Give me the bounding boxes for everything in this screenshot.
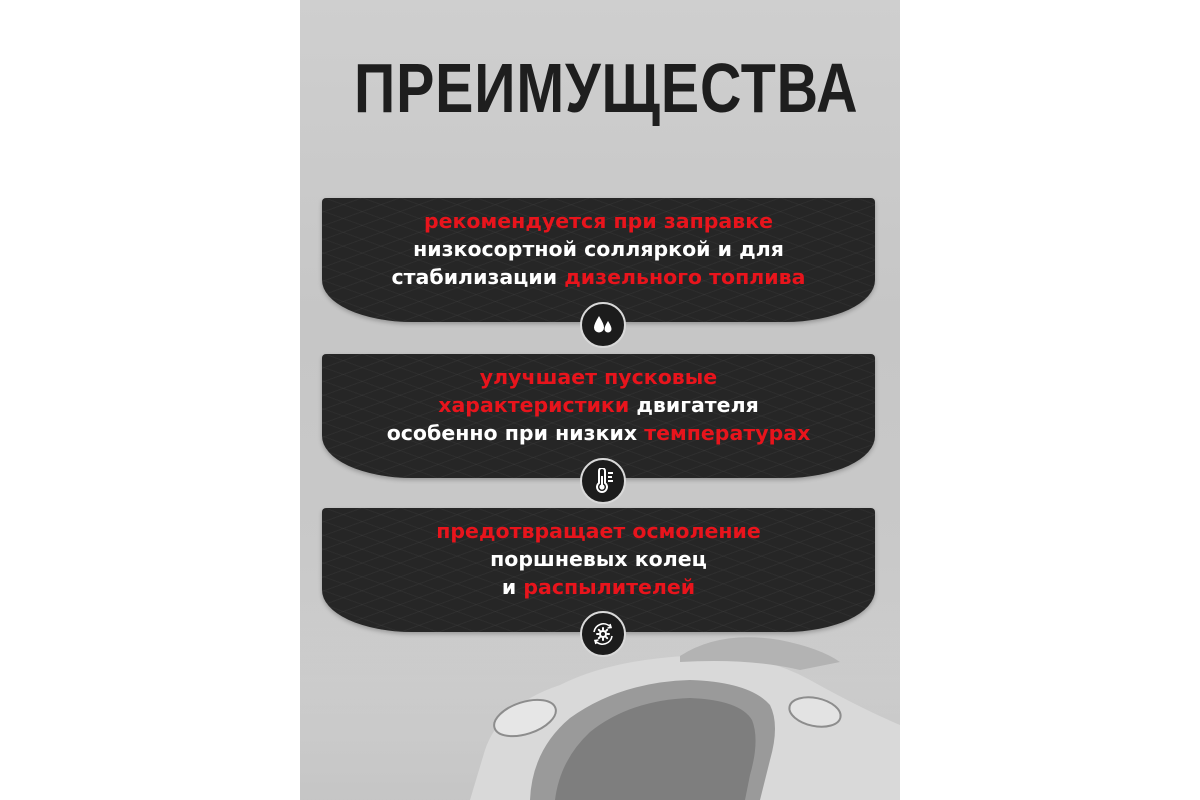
- advantage-line: [322, 263, 875, 291]
- advantage-line: [322, 363, 875, 391]
- highlight-text: улучшает пусковые: [479, 365, 718, 389]
- advantage-line: [322, 573, 875, 601]
- body-text: особенно при низких: [386, 421, 645, 445]
- highlight-text: предотвращает осмоление: [436, 519, 761, 543]
- advantage-line: [322, 207, 875, 235]
- advantage-line: [322, 419, 875, 447]
- body-text: двигателя: [629, 393, 759, 417]
- advantage-text: [322, 207, 875, 291]
- body-text: поршневых колец: [490, 547, 707, 571]
- highlight-text: дизельного топлива: [564, 265, 806, 289]
- gear-cycle-icon: [580, 611, 626, 657]
- highlight-text: характеристики: [438, 393, 630, 417]
- body-text: низкосортной солляркой и для: [413, 237, 784, 261]
- advantage-line: [322, 235, 875, 263]
- poster-title: ПРЕИМУЩЕСТВА: [354, 49, 859, 127]
- thermometer-icon: [580, 458, 626, 504]
- water-drops-icon: [580, 302, 626, 348]
- advantage-text: [322, 517, 875, 601]
- body-text: стабилизации: [391, 265, 565, 289]
- advantage-line: [322, 391, 875, 419]
- advantage-line: [322, 545, 875, 573]
- highlight-text: распылителей: [523, 575, 696, 599]
- advantage-text: [322, 363, 875, 447]
- body-text: и: [501, 575, 524, 599]
- advantage-line: [322, 517, 875, 545]
- highlight-text: рекомендуется при заправке: [423, 209, 774, 233]
- advantages-poster: [300, 0, 900, 800]
- highlight-text: температурах: [644, 421, 811, 445]
